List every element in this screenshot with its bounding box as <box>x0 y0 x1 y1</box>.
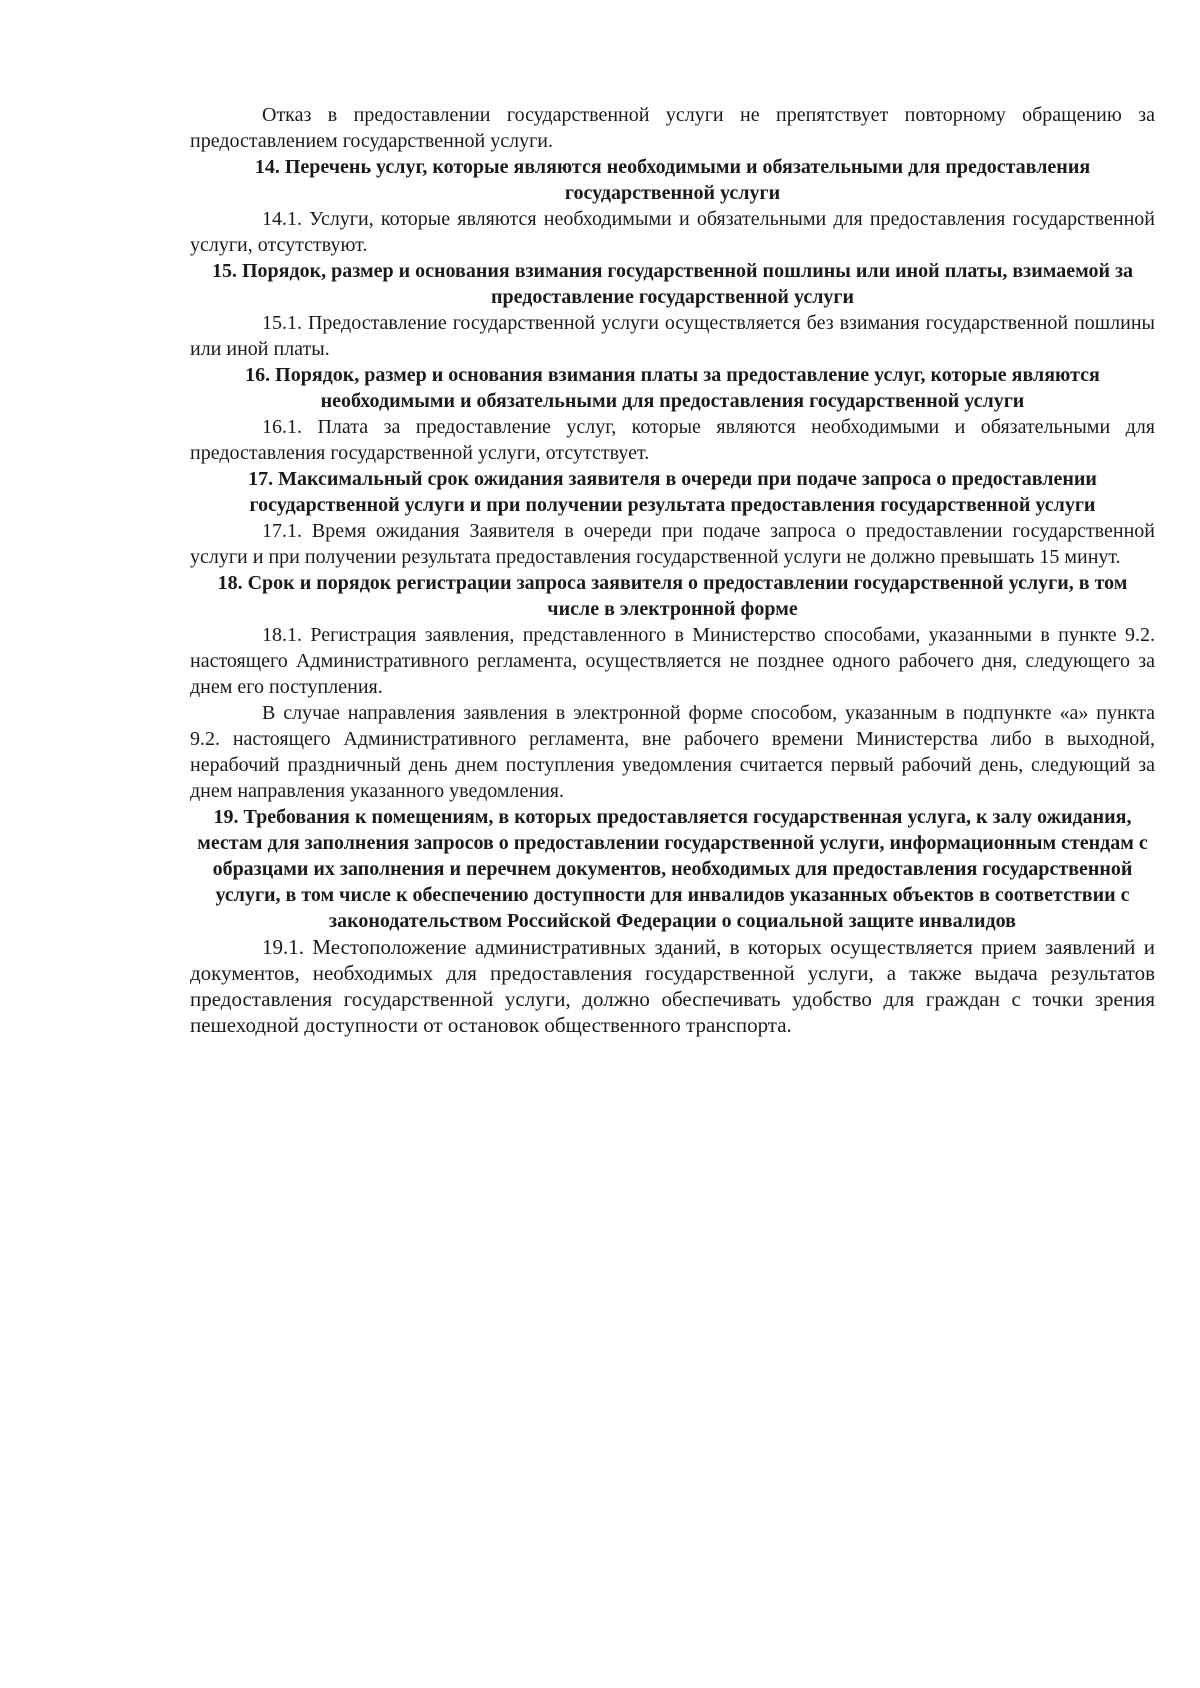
section-16-heading: 16. Порядок, размер и основания взимания платы за предоставление услуг, которые являются необходимыми и обязательными для предоставления государственной услуги <box>245 364 1100 412</box>
section-15-paragraph-1: 15.1. Предоставление государственной услуги осуществляется без взимания государственной пошлины или иной платы. <box>190 312 1155 360</box>
section-18-paragraph-1: 18.1. Регистрация заявления, представленного в Министерство способами, указанными в пункте 9.2. настоящего Административного регламента, осуществляется не позднее одного рабочего дня, следующего за днем его поступления. <box>190 624 1155 698</box>
section-17-heading: 17. Максимальный срок ожидания заявителя в очереди при подаче запроса о предоставлении государственной услуги и при получении результата предоставления государственной услуги <box>248 468 1097 516</box>
section-16-paragraph-1: 16.1. Плата за предоставление услуг, которые являются необходимыми и обязательными для предоставления государственной услуги, отсутствует. <box>190 416 1155 464</box>
section-14-paragraph-1: 14.1. Услуги, которые являются необходимыми и обязательными для предоставления государственной услуги, отсутствуют. <box>190 208 1155 256</box>
intro-paragraph: Отказ в предоставлении государственной услуги не препятствует повторному обращению за предоставлением государственной услуги. <box>190 104 1155 152</box>
section-19-heading: 19. Требования к помещениям, в которых предоставляется государственная услуга, к залу ожидания, местам для заполнения запросов о предоставлении государственной услуги, информационным стендам с образцами их заполнения и перечнем документов, необходимых для предоставления государственной услуги, в том числе к обеспечению доступности для инвалидов указанных объектов в соответствии с законодательством Российской Федерации о социальной защите инвалидов <box>197 806 1148 932</box>
section-14-heading: 14. Перечень услуг, которые являются необходимыми и обязательными для предоставления государственной услуги <box>254 156 1091 204</box>
document-page <box>190 102 1155 1038</box>
section-18-paragraph-2: В случае направления заявления в электронной форме способом, указанным в подпункте «а» пункта 9.2. настоящего Административного регламента, вне рабочего времени Министерства либо в выходной, нерабочий праздничный день днем поступления уведомления считается первый рабочий день, следующий за днем направления указанного уведомления. <box>190 702 1155 802</box>
section-15-heading: 15. Порядок, размер и основания взимания государственной пошлины или иной платы, взимаемой за предоставление государственной услуги <box>211 260 1133 308</box>
section-18-heading: 18. Срок и порядок регистрации запроса заявителя о предоставлении государственной услуги, в том числе в электронной форме <box>217 572 1128 620</box>
section-19-paragraph-1: 19.1. Местоположение административных зданий, в которых осуществляется прием заявлений и документов, необходимых для предоставления государственной услуги, а также выдача результатов предоставления государственной услуги, должно обеспечивать удобство для граждан с точки зрения пешеходной доступности от остановок общественного транспорта. <box>190 935 1155 1037</box>
section-17-paragraph-1: 17.1. Время ожидания Заявителя в очереди при подаче запроса о предоставлении государственной услуги и при получении результата предоставления государственной услуги не должно превышать 15 минут. <box>190 520 1155 568</box>
